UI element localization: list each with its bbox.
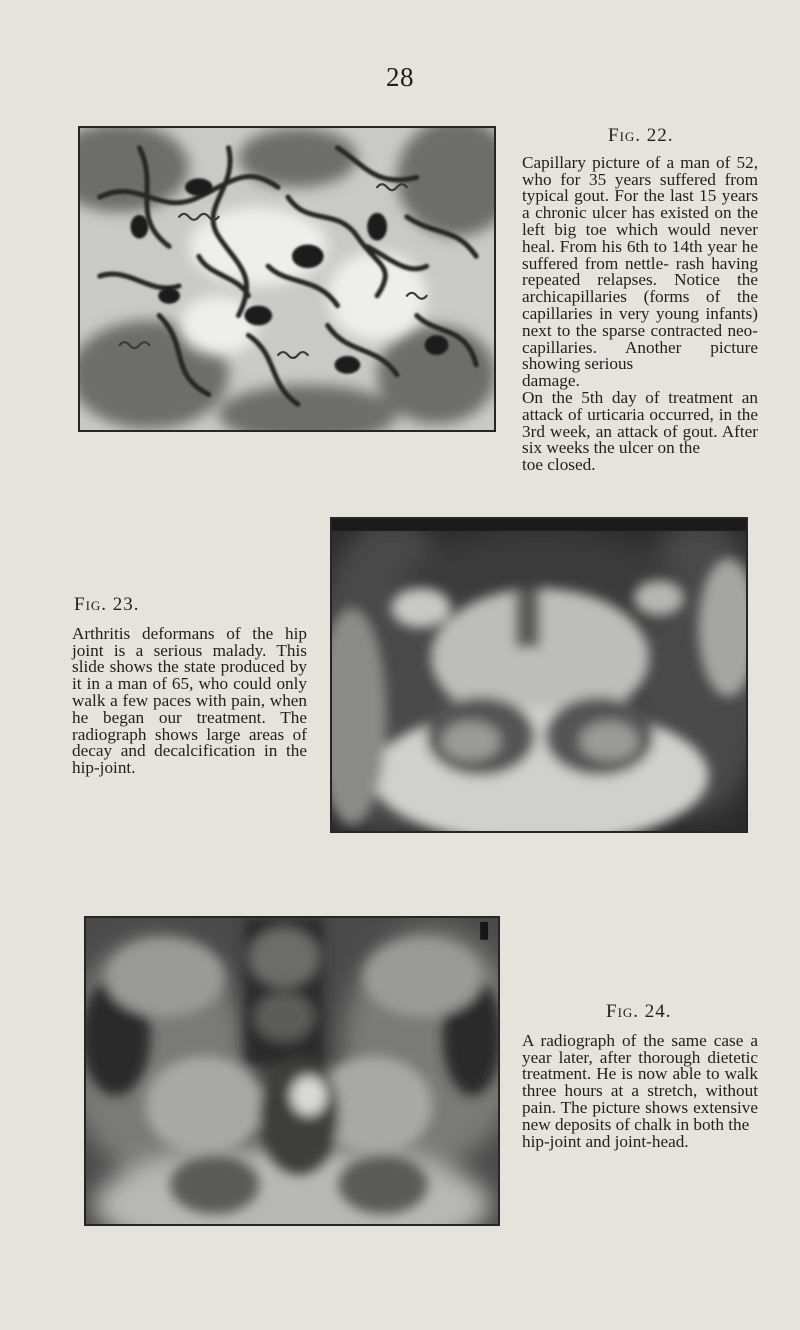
fig22-line: attack of urticaria occurred, in (522, 404, 733, 424)
fig24-text (522, 1030, 759, 1151)
fig22-line: year he suffered from nettle- (522, 236, 758, 273)
fig22-line: Capillary picture of a man of 52, (522, 152, 758, 172)
fig23-line: in the hip-joint. (72, 741, 308, 778)
fig22-line: damage. (522, 371, 580, 391)
fig24-line: picture shows extensive new (522, 1097, 759, 1134)
fig24-label: Fig. 24. (606, 1001, 672, 1022)
fig23-caption (72, 594, 308, 778)
fig22-caption (522, 125, 759, 475)
fig22-line: On the 5th day of treatment an (522, 387, 758, 407)
fig22-line: rash having repeated relapses. (522, 253, 758, 290)
fig22-line: (forms of the capillaries in very (522, 287, 758, 323)
fig24-line: A radiograph of the same (522, 1030, 707, 1050)
fig23-label: Fig. 23. (74, 594, 140, 615)
fig23-line: only walk a few paces with pain, (72, 674, 307, 710)
fig23-line: The radiograph shows large (72, 707, 307, 744)
fig23-line: Arthritis deformans of the hip (72, 623, 307, 643)
fig22-line: young infants) next to the sparse (522, 303, 758, 340)
hip-radiograph-before (330, 517, 748, 833)
hip-radiograph-after (84, 916, 500, 1226)
fig23-line: when he began our treatment. (72, 690, 308, 727)
fig22-label: Fig. 22. (608, 125, 674, 146)
fig24-caption (522, 1001, 759, 1151)
fig23-line: by it in a man of 65, who could (72, 657, 307, 694)
fig22-line: Another picture showing serious (522, 337, 758, 374)
fig22-line: typical gout. For the last 15 (522, 186, 717, 206)
fig22-line: contracted neo-capillaries. (522, 320, 758, 357)
fig22-line: the 3rd week, an attack of gout. (522, 404, 758, 441)
fig22-line: Notice the archicapillaries (522, 270, 758, 307)
fig22-line: never heal. From his 6th to 14th (522, 219, 759, 256)
fig24-line: deposits of chalk in both the (554, 1114, 750, 1134)
fig23-text (72, 623, 308, 778)
fig23-line: slide shows the state produced (72, 657, 285, 677)
fig22-line: who for 35 years suffered from (522, 169, 758, 189)
fig23-line: joint is a serious malady. This (72, 640, 307, 660)
fig24-line: stretch, without pain. The (522, 1081, 758, 1117)
capillary-photo (78, 126, 496, 432)
fig24-line: dietetic treatment. He is now (522, 1047, 759, 1084)
fig24-line: case a year later, after thorough (522, 1030, 758, 1067)
fig22-line: toe closed. (522, 455, 596, 475)
fig22-line: on the left big toe which would (522, 203, 758, 239)
fig22-text (522, 152, 759, 475)
fig24-line: able to walk three hours at a (522, 1064, 758, 1101)
fig22-line: years a chronic ulcer has existed (522, 186, 759, 223)
fig23-line: areas of decay and decalcification (72, 724, 307, 761)
page-number: 28 (386, 62, 414, 92)
fig22-line: After six weeks the ulcer on the (522, 421, 758, 458)
fig24-line: hip-joint and joint-head. (522, 1131, 689, 1151)
